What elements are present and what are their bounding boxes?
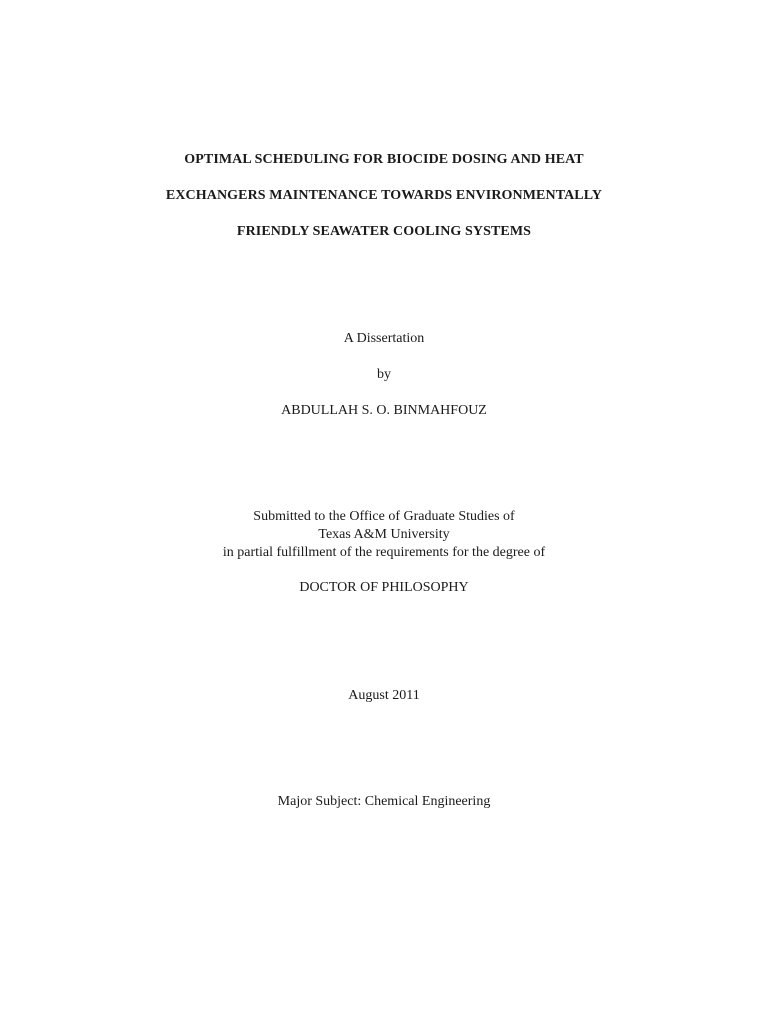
submission-date: August 2011 [348, 688, 420, 703]
author-name: ABDULLAH S. O. BINMAHFOUZ [281, 403, 487, 418]
submission-line-3: in partial fulfillment of the requirements for the degree of [222, 545, 546, 560]
submission-line-1: Submitted to the Office of Graduate Studies of [253, 509, 515, 524]
title-line-1: OPTIMAL SCHEDULING FOR BIOCIDE DOSING AND HEAT [184, 152, 584, 167]
degree-name: DOCTOR OF PHILOSOPHY [299, 580, 469, 595]
by-label: by [377, 367, 391, 382]
major-subject: Major Subject: Chemical Engineering [277, 794, 491, 809]
submission-line-2: Texas A&M University [318, 527, 450, 542]
title-line-3: FRIENDLY SEAWATER COOLING SYSTEMS [236, 224, 532, 239]
document-type: A Dissertation [343, 331, 425, 346]
title-line-2: EXCHANGERS MAINTENANCE TOWARDS ENVIRONMENTALLY [165, 188, 603, 203]
